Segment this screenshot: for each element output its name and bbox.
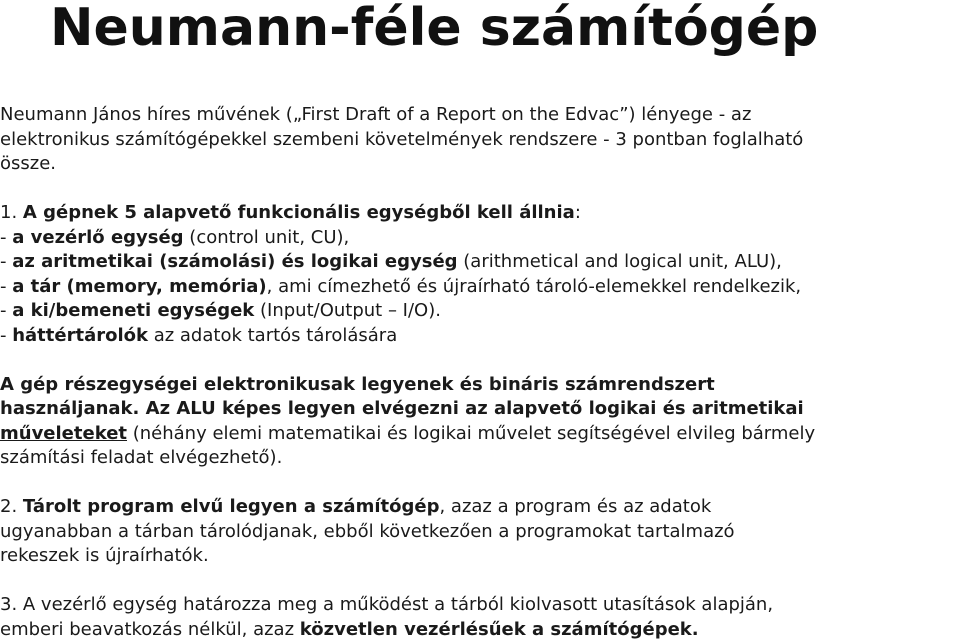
heading-colon: : bbox=[574, 202, 581, 223]
point-3-line bbox=[0, 618, 960, 643]
hw-line: számítási feladat elvégezhető). bbox=[0, 447, 283, 468]
item-term: az aritmetikai (számolási) és logikai egység bbox=[12, 251, 458, 272]
intro-line: össze. bbox=[0, 153, 57, 174]
point-3-text: emberi beavatkozás nélkül, azaz bbox=[0, 618, 300, 640]
point-2-bold: Tárolt program elvű legyen a számítógép bbox=[22, 496, 440, 517]
item-term: háttértárolók bbox=[12, 324, 148, 346]
point-number: 1. bbox=[0, 202, 23, 223]
item-desc: (control unit, CU), bbox=[183, 226, 350, 248]
point-number: 2. bbox=[0, 496, 23, 517]
item-desc: (arithmetical and logical unit, ALU), bbox=[457, 251, 782, 272]
document-body bbox=[0, 103, 960, 642]
point-1 bbox=[0, 201, 960, 348]
item-dash: - bbox=[0, 300, 13, 321]
page-title: Neumann-féle számítógép bbox=[50, 0, 819, 58]
item-dash: - bbox=[0, 226, 13, 248]
intro-line: Neumann János híres művének („First Draft of a Report on the Edvac”) lényege - az bbox=[0, 104, 752, 125]
paragraph-gap bbox=[0, 569, 960, 594]
unit-item-alu bbox=[0, 250, 960, 275]
point-2-line: rekeszek is újraírhatók. bbox=[0, 545, 209, 566]
item-desc: , ami címezhető és újraírható tároló-elemekkel rendelkezik, bbox=[266, 275, 802, 297]
item-desc: az adatok tartós tárolására bbox=[147, 324, 398, 346]
hw-bold-text: Az ALU képes legyen elvégezni az alapvető logikai és aritmetikai bbox=[139, 398, 804, 419]
point-2 bbox=[0, 495, 960, 569]
hw-underlined-term: műveleteket bbox=[0, 422, 128, 444]
hw-line bbox=[0, 397, 960, 422]
item-term: a ki/bemeneti egységek bbox=[12, 300, 255, 321]
item-dash: - bbox=[0, 275, 13, 297]
item-dash: - bbox=[0, 251, 13, 272]
hw-bold-text: A gép részegységei elektronikusak legyenek és bináris számrendszert bbox=[0, 373, 715, 395]
unit-item-io bbox=[0, 299, 960, 324]
point-3-line: 3. A vezérlő egység határozza meg a működést a tárból kiolvasott utasítások alapján, bbox=[0, 594, 774, 615]
hardware-paragraph bbox=[0, 373, 960, 471]
unit-item-storage bbox=[0, 324, 960, 349]
item-term: a tár (memory, memória) bbox=[12, 275, 267, 297]
item-term: a vezérlő egység bbox=[12, 226, 184, 248]
unit-item-memory bbox=[0, 275, 960, 300]
intro-paragraph bbox=[0, 103, 960, 177]
hw-line bbox=[0, 422, 960, 447]
hw-bold-text: használjanak. bbox=[0, 398, 140, 419]
unit-item-control bbox=[0, 226, 960, 251]
point-2-line: ugyanabban a tárban tárolódjanak, ebből következően a programokat tartalmazó bbox=[0, 520, 735, 542]
hw-line bbox=[0, 373, 960, 398]
point-1-heading bbox=[0, 201, 960, 226]
paragraph-gap bbox=[0, 177, 960, 202]
intro-line: elektronikus számítógépekkel szembeni követelmények rendszere - 3 pontban foglalható bbox=[0, 128, 804, 150]
item-dash: - bbox=[0, 324, 13, 346]
point-3-bold: közvetlen vezérlésűek a számítógépek. bbox=[299, 618, 699, 640]
point-1-heading-text: A gépnek 5 alapvető funkcionális egységből kell állnia bbox=[22, 202, 575, 223]
point-2-line bbox=[0, 495, 960, 520]
paragraph-gap bbox=[0, 348, 960, 373]
point-2-text: , azaz a program és az adatok bbox=[439, 496, 712, 517]
point-3 bbox=[0, 593, 960, 642]
item-desc: (Input/Output – I/O). bbox=[254, 300, 441, 321]
paragraph-gap bbox=[0, 471, 960, 496]
hw-text: (néhány elemi matematikai és logikai művelet segítségével elvileg bármely bbox=[127, 422, 816, 444]
